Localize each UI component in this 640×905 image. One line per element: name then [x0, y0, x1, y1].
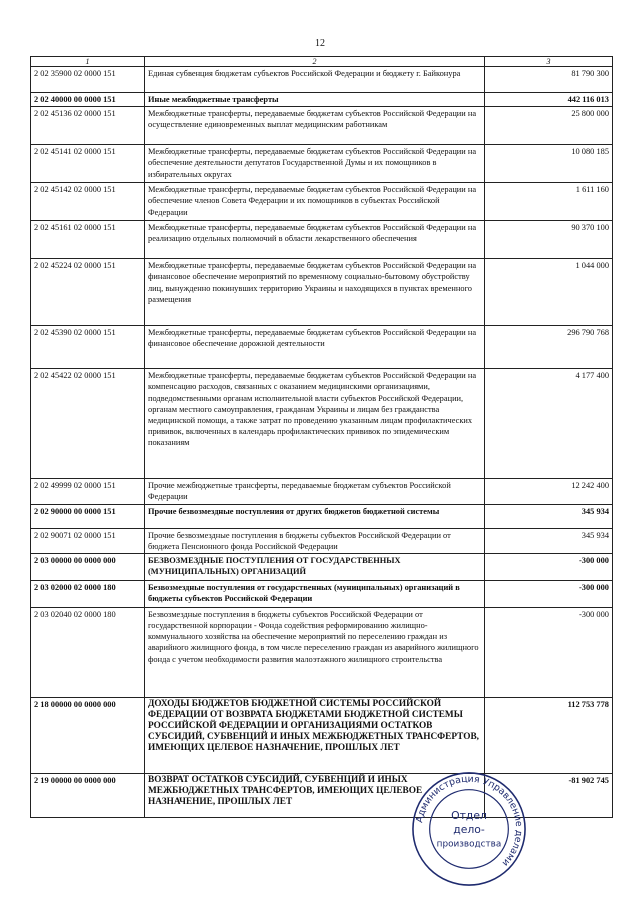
row-amount: -300 000	[485, 580, 613, 607]
row-name: Межбюджетные трансферты, передаваемые бюджетам субъектов Российской Федерации на финансовое обеспечение дорожной деятельности	[145, 326, 485, 369]
row-name: Иные межбюджетные трансферты	[145, 93, 485, 107]
row-name: Единая субвенция бюджетам субъектов Российской Федерации и бюджету г. Байконура	[145, 67, 485, 93]
row-code: 2 02 45161 02 0000 151	[31, 221, 145, 259]
row-amount: 81 790 300	[485, 67, 613, 93]
row-code: 2 19 00000 00 0000 000	[31, 773, 145, 817]
row-code: 2 02 90071 02 0000 151	[31, 528, 145, 553]
row-code: 2 03 02040 02 0000 180	[31, 607, 145, 697]
table-row	[31, 67, 613, 93]
table-row	[31, 504, 613, 528]
row-amount: 90 370 100	[485, 221, 613, 259]
row-code: 2 02 45224 02 0000 151	[31, 259, 145, 326]
row-code: 2 02 45136 02 0000 151	[31, 107, 145, 145]
row-name: Межбюджетные трансферты, передаваемые бюджетам субъектов Российской Федерации на реализацию отдельных полномочий в области лекарственного обеспечения	[145, 221, 485, 259]
table-row	[31, 107, 613, 145]
row-amount: -81 902 745	[485, 773, 613, 817]
row-amount: 112 753 778	[485, 697, 613, 773]
table-row	[31, 528, 613, 553]
row-name: Межбюджетные трансферты, передаваемые бюджетам субъектов Российской Федерации на осуществление единовременных выплат медицинским работникам	[145, 107, 485, 145]
row-code: 2 02 49999 02 0000 151	[31, 479, 145, 504]
row-code: 2 02 45142 02 0000 151	[31, 183, 145, 221]
column-header-code: 1	[31, 57, 145, 67]
row-name: БЕЗВОЗМЕЗДНЫЕ ПОСТУПЛЕНИЯ ОТ ГОСУДАРСТВЕННЫХ (МУНИЦИПАЛЬНЫХ) ОРГАНИЗАЦИЙ	[145, 553, 485, 580]
table-row	[31, 183, 613, 221]
row-amount: 296 790 768	[485, 326, 613, 369]
table-row	[31, 93, 613, 107]
table-row	[31, 326, 613, 369]
row-amount: 25 800 000	[485, 107, 613, 145]
table-row	[31, 369, 613, 479]
row-amount: 1 611 160	[485, 183, 613, 221]
table-row	[31, 479, 613, 504]
row-amount: 4 177 400	[485, 369, 613, 479]
row-amount: 345 934	[485, 528, 613, 553]
row-code: 2 02 40000 00 0000 151	[31, 93, 145, 107]
row-name: Прочие межбюджетные трансферты, передаваемые бюджетам субъектов Российской Федерации	[145, 479, 485, 504]
row-name: Межбюджетные трансферты, передаваемые бюджетам субъектов Российской Федерации на обеспечение членов Совета Федерации и их помощников в субъектах Российской Федерации	[145, 183, 485, 221]
table-row	[31, 773, 613, 817]
stamp-ring-text: Администрация Управление делами	[414, 773, 525, 869]
page-number: 12	[315, 38, 325, 49]
row-code: 2 02 45141 02 0000 151	[31, 145, 145, 183]
table-header-row	[31, 57, 613, 67]
table-row	[31, 580, 613, 607]
row-amount: 442 116 013	[485, 93, 613, 107]
row-code: 2 02 35900 02 0000 151	[31, 67, 145, 93]
row-amount: 1 044 000	[485, 259, 613, 326]
table-row	[31, 697, 613, 773]
row-amount: 345 934	[485, 504, 613, 528]
row-code: 2 03 00000 00 0000 000	[31, 553, 145, 580]
row-amount: 12 242 400	[485, 479, 613, 504]
row-amount: 10 080 185	[485, 145, 613, 183]
row-name: Безвозмездные поступления от государственных (муниципальных) организаций в бюджеты субъектов Российской Федерации	[145, 580, 485, 607]
stamp-line-3: производства	[436, 839, 502, 850]
budget-table	[30, 56, 613, 818]
stamp-line-1: Отдел	[451, 809, 487, 823]
table-row	[31, 607, 613, 697]
row-name: Безвозмездные поступления в бюджеты субъектов Российской Федерации от государственной корпорации - Фонда содействия реформированию жилищно-коммунального хозяйства на обеспечение мероприятий по переселению граждан из аварийного жилищного фонда, в том числе переселению граждан из аварийного жилищного фонда с учетом необходимости развития малоэтажного жилищного строительства	[145, 607, 485, 697]
row-code: 2 18 00000 00 0000 000	[31, 697, 145, 773]
row-name: ВОЗВРАТ ОСТАТКОВ СУБСИДИЙ, СУБВЕНЦИЙ И ИНЫХ МЕЖБЮДЖЕТНЫХ ТРАНСФЕРТОВ, ИМЕЮЩИХ ЦЕЛЕВОЕ НАЗНАЧЕНИЕ, ПРОШЛЫХ ЛЕТ	[145, 773, 485, 817]
table-row	[31, 259, 613, 326]
table-row	[31, 145, 613, 183]
row-code: 2 02 90000 00 0000 151	[31, 504, 145, 528]
column-header-amount: 3	[485, 57, 613, 67]
stamp-line-2: дело-	[453, 822, 485, 836]
row-code: 2 03 02000 02 0000 180	[31, 580, 145, 607]
row-name: Межбюджетные трансферты, передаваемые бюджетам субъектов Российской Федерации на обеспечение деятельности депутатов Государственной Думы и их помощников в избирательных округах	[145, 145, 485, 183]
row-name: Прочие безвозмездные поступления в бюджеты субъектов Российской Федерации от бюджета Пенсионного фонда Российской Федерации	[145, 528, 485, 553]
row-name: ДОХОДЫ БЮДЖЕТОВ БЮДЖЕТНОЙ СИСТЕМЫ РОССИЙСКОЙ ФЕДЕРАЦИИ ОТ ВОЗВРАТА БЮДЖЕТАМИ БЮДЖЕТНОЙ СИСТЕМЫ РОССИЙСКОЙ ФЕДЕРАЦИИ И ОРГАНИЗАЦИЯМИ ОСТАТКОВ СУБСИДИЙ, СУБВЕНЦИЙ И ИНЫХ МЕЖБЮДЖЕТНЫХ ТРАНСФЕРТОВ, ИМЕЮЩИХ ЦЕЛЕВОЕ НАЗНАЧЕНИЕ, ПРОШЛЫХ ЛЕТ	[145, 697, 485, 773]
row-amount: -300 000	[485, 553, 613, 580]
row-name: Прочие безвозмездные поступления от других бюджетов бюджетной системы	[145, 504, 485, 528]
row-amount: -300 000	[485, 607, 613, 697]
table-row	[31, 553, 613, 580]
column-header-name: 2	[145, 57, 485, 67]
table-row	[31, 221, 613, 259]
row-name: Межбюджетные трансферты, передаваемые бюджетам субъектов Российской Федерации на финансовое обеспечение мероприятий по временному социально-бытовому обустройству лиц, вынужденно покинувших территорию Украины и находящихся в пунктах временного размещения	[145, 259, 485, 326]
row-code: 2 02 45422 02 0000 151	[31, 369, 145, 479]
row-code: 2 02 45390 02 0000 151	[31, 326, 145, 369]
row-name: Межбюджетные трансферты, передаваемые бюджетам субъектов Российской Федерации на компенсацию расходов, связанных с оказанием медицинскими организациями, подведомственными органам исполнительной власти субъектов Российской Федерации, органам местного самоуправления, гражданам Украины и лицам без гражданства медицинской помощи, а также затрат по проведению указанным лицам профилактических прививок, включенных в календарь профилактических прививок по эпидемическим показаниям	[145, 369, 485, 479]
